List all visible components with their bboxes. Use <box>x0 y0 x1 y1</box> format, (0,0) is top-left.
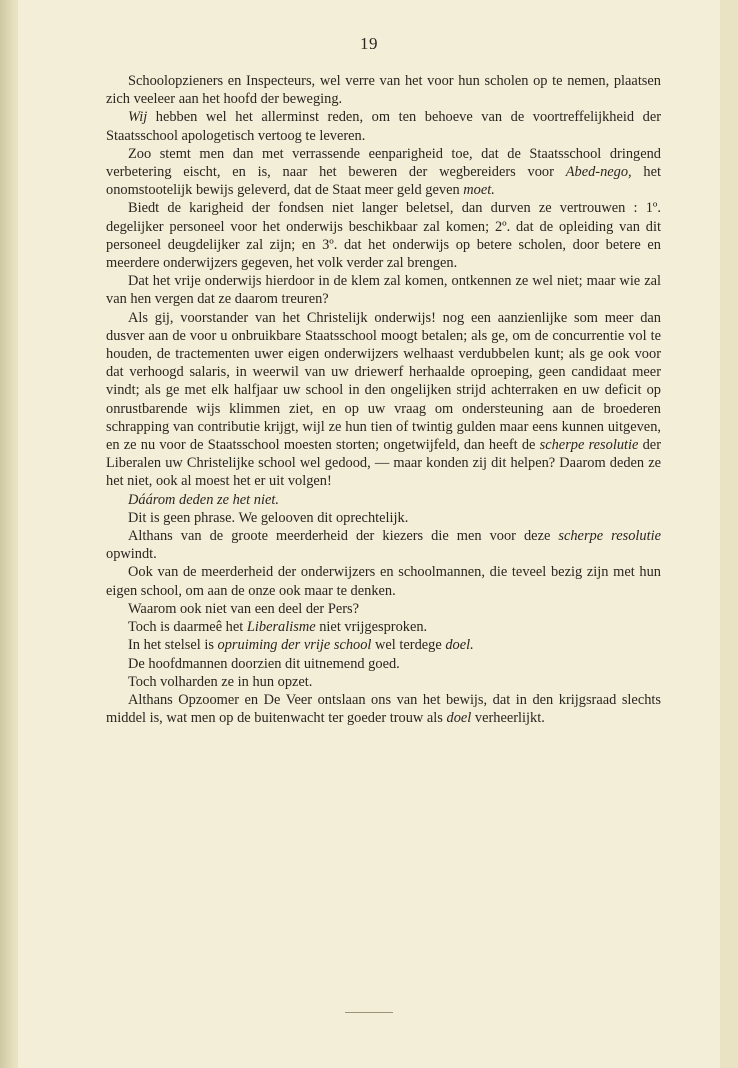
paragraph <box>106 691 661 727</box>
text-run: Biedt de karigheid der fondsen niet langer beletsel, dan durven ze vertrouwen : 1º. degelijker personeel voor het onderwijs beschikbaar zal komen; 2º. dat de opleiding van dit personeel deugdelijker zal zijn; en 3º. dat het onderwijs op betere scholen, door betere en meerdere onderwijzers gegeven, het volk verder zal brengen. <box>106 200 661 272</box>
paragraph <box>106 108 661 144</box>
text-run: Althans Opzoomer en De Veer ontslaan ons van het bewijs, dat in den krijgsraad slechts middel is, wat men op de buitenwacht ter goeder trouw als <box>106 691 661 727</box>
paragraph <box>106 618 661 636</box>
text-run: Zoo stemt men dan met verrassende eenparigheid toe, dat de Staatsschool dringend verbetering eischt, en is, naar het beweren der wegbereiders voor <box>106 145 661 181</box>
text-run: Dit is geen phrase. We gelooven dit oprechtelijk. <box>128 509 409 526</box>
paragraph <box>106 636 661 654</box>
paragraph <box>106 145 661 200</box>
paragraph <box>106 563 661 599</box>
text-run: Schoolopzieners en Inspecteurs, wel verre van het voor hun scholen op te nemen, plaatsen zich veeleer aan het hoofd der beweging. <box>106 73 661 108</box>
paragraph <box>106 72 661 108</box>
text-run: De hoofdmannen doorzien dit uitnemend goed. <box>128 655 400 672</box>
end-rule <box>345 1012 393 1013</box>
text-run: het onomstootelijk bewijs geleverd, dat de Staat meer geld geven <box>106 164 661 199</box>
italic-text-run: scherpe resolutie <box>539 437 639 454</box>
paragraph <box>106 199 661 272</box>
text-run: Althans van de groote meerderheid der kiezers die men voor deze <box>128 528 559 545</box>
paragraph <box>106 509 661 527</box>
paragraph <box>106 491 661 509</box>
italic-text-run: doel. <box>445 637 474 654</box>
paragraph <box>106 309 661 491</box>
text-run: Als gij, voorstander van het Christelijk onderwijs! nog een aanzienlijke som meer dan dusver aan de voor u onbruikbare Staatsschool moogt betalen; als ge, om de concurrentie vol te houden, de tractementen uwer eigen onderwijzers welhaast verdubbelen kunt; als ge ook voor dat verhoogd salaris, in weerwil van uw driewerf herhaalde oproeping, geen candidaat meer vindt; als ge met elk halfjaar uw school in den ongelijken strijd achterraken en uw deficit op onrustbarende wijs klimmen ziet, en op uw vraag om ondersteuning aan de broederen schrapping van contributie krijgt, wijl ze hun tien of twintig gulden maar eens kunnen uitgeven, en ze nu voor de Staatsschool moesten storten; ongetwijfeld, dan heeft de <box>106 309 661 454</box>
italic-text-run: doel <box>446 710 472 727</box>
text-run: Waarom ook niet van een deel der Pers? <box>128 600 359 617</box>
text-run: Dat het vrije onderwijs hierdoor in de klem zal komen, ontkennen ze wel niet; maar wie zal van hen vergen dat ze daarom treuren? <box>106 273 661 308</box>
paragraph <box>106 272 661 308</box>
page-number: 19 <box>360 34 378 53</box>
text-run: der Liberalen uw Christelijke school wel gedood, — maar konden zij dit helpen? Daarom deden ze het niet, ook al moest het er uit volgen! <box>106 437 661 490</box>
body-text <box>106 72 661 727</box>
italic-text-run: Dáárom deden ze het niet. <box>128 491 279 508</box>
paragraph <box>106 600 661 618</box>
paragraph <box>106 527 661 563</box>
book-gutter <box>0 0 16 1068</box>
text-run: In het stelsel is <box>128 637 218 654</box>
italic-text-run: opruiming der vrije school <box>217 637 372 654</box>
paragraph <box>106 673 661 691</box>
text-run: hebben wel het allerminst reden, om ten behoeve van de voortreffelijkheid der Staatsschool apologetisch vertoog te leveren. <box>106 109 661 144</box>
italic-text-run: Liberalisme <box>246 619 316 636</box>
text-run: Ook van de meerderheid der onderwijzers en schoolmannen, die teveel bezig zijn met hun eigen school, om aan de onze ook maar te denken. <box>106 564 661 599</box>
italic-text-run: scherpe resolutie <box>558 528 661 545</box>
paragraph <box>106 655 661 673</box>
italic-text-run: moet. <box>463 182 495 199</box>
italic-text-run: Wij <box>128 109 148 126</box>
text-run: opwindt. <box>106 546 157 563</box>
text-run: Toch volharden ze in hun opzet. <box>128 673 313 690</box>
book-page <box>18 0 720 1068</box>
text-run: Toch is daarmeê het <box>128 619 247 636</box>
text-run: niet vrijgesproken. <box>315 619 428 636</box>
italic-text-run: Abed-nego, <box>565 164 632 181</box>
text-run: wel terdege <box>371 637 446 654</box>
text-run: verheerlijkt. <box>471 710 545 727</box>
